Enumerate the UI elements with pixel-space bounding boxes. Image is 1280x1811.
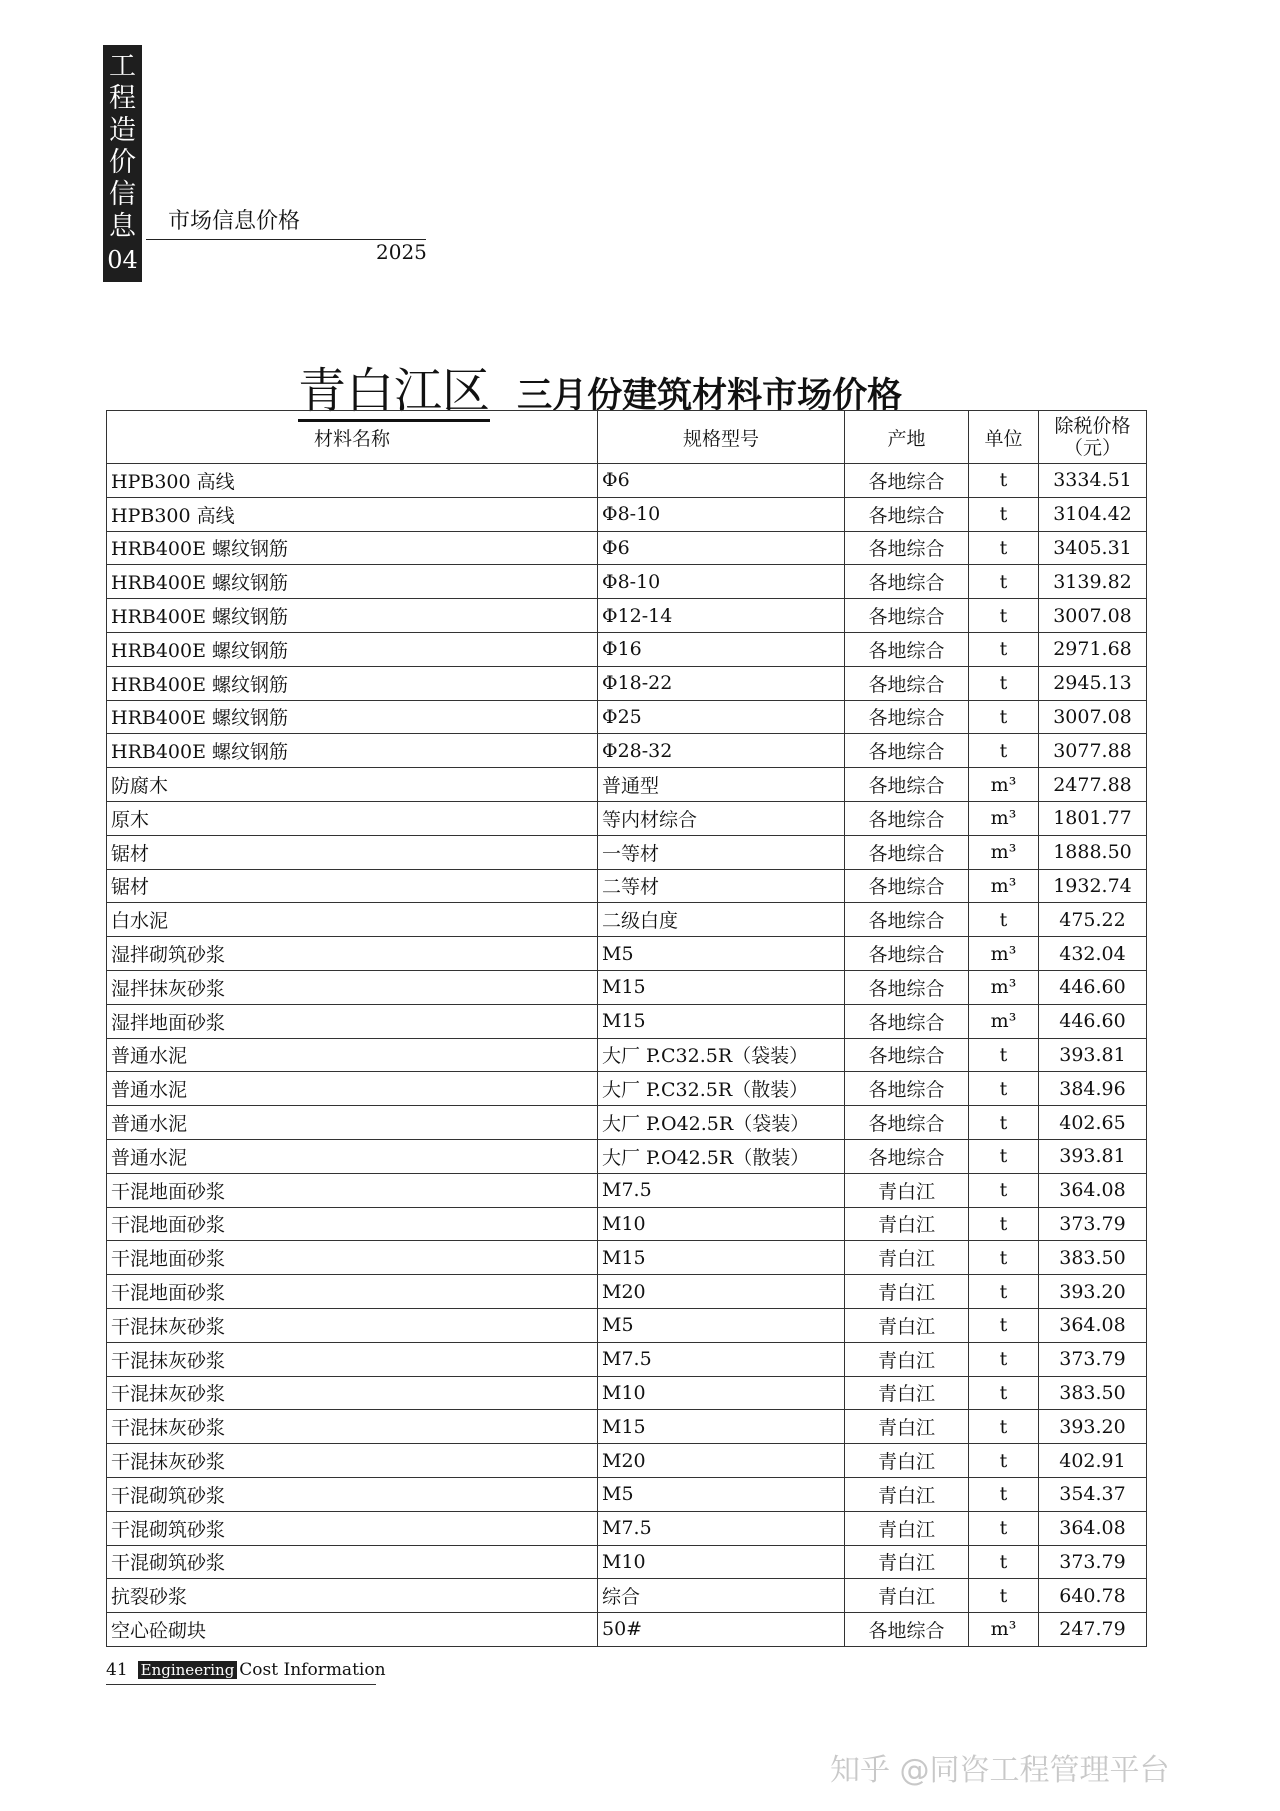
header-price [1039, 411, 1147, 464]
side-tab [103, 45, 142, 282]
cell-price: 3007.08 [1039, 700, 1147, 734]
cell-price: 383.50 [1039, 1241, 1147, 1275]
cell-origin: 各地综合 [845, 700, 969, 734]
cell-origin: 各地综合 [845, 1072, 969, 1106]
cell-price: 393.20 [1039, 1410, 1147, 1444]
cell-unit: t [969, 497, 1039, 531]
table-header-row [107, 411, 1147, 464]
cell-name: 干混地面砂浆 [107, 1173, 598, 1207]
cell-origin: 各地综合 [845, 903, 969, 937]
cell-name: HRB400E 螺纹钢筋 [107, 599, 598, 633]
table-row [107, 903, 1147, 937]
cell-origin: 青白江 [845, 1579, 969, 1613]
cell-name: 抗裂砂浆 [107, 1579, 598, 1613]
cell-unit: t [969, 1207, 1039, 1241]
cell-name: 普通水泥 [107, 1072, 598, 1106]
cell-name: 湿拌抹灰砂浆 [107, 970, 598, 1004]
cell-price: 247.79 [1039, 1613, 1147, 1647]
header-unit: 单位 [969, 411, 1039, 464]
page-number: 41 [106, 1660, 128, 1680]
cell-name: 干混抹灰砂浆 [107, 1308, 598, 1342]
table-row [107, 1613, 1147, 1647]
cell-spec: Φ28-32 [598, 734, 845, 768]
cell-unit: t [969, 1139, 1039, 1173]
table-row [107, 1241, 1147, 1275]
cell-unit: t [969, 632, 1039, 666]
cell-unit: t [969, 1410, 1039, 1444]
side-tab-char: 信 [109, 179, 136, 210]
cell-origin: 各地综合 [845, 666, 969, 700]
cell-price: 402.91 [1039, 1444, 1147, 1478]
table-row [107, 1038, 1147, 1072]
cell-spec: M20 [598, 1444, 845, 1478]
cell-unit: m³ [969, 970, 1039, 1004]
side-tab-title [103, 51, 142, 243]
table-row [107, 565, 1147, 599]
cell-origin: 各地综合 [845, 970, 969, 1004]
cell-spec: M15 [598, 1004, 845, 1038]
cell-name: HRB400E 螺纹钢筋 [107, 565, 598, 599]
cell-spec: Φ18-22 [598, 666, 845, 700]
cell-price: 3104.42 [1039, 497, 1147, 531]
cell-spec: Φ25 [598, 700, 845, 734]
cell-spec: M7.5 [598, 1511, 845, 1545]
cell-name: 干混抹灰砂浆 [107, 1376, 598, 1410]
cell-unit: t [969, 1579, 1039, 1613]
cell-price: 402.65 [1039, 1106, 1147, 1140]
cell-price: 432.04 [1039, 937, 1147, 971]
table-row [107, 1004, 1147, 1038]
cell-spec: 50# [598, 1613, 845, 1647]
cell-unit: m³ [969, 801, 1039, 835]
cell-spec: M15 [598, 1241, 845, 1275]
footer-brand-highlight: Engineering [138, 1661, 238, 1679]
cell-name: HRB400E 螺纹钢筋 [107, 734, 598, 768]
cell-spec: Φ6 [598, 464, 845, 498]
cell-name: HRB400E 螺纹钢筋 [107, 531, 598, 565]
cell-name: 干混抹灰砂浆 [107, 1410, 598, 1444]
cell-price: 393.20 [1039, 1275, 1147, 1309]
cell-price: 1932.74 [1039, 869, 1147, 903]
table-row [107, 869, 1147, 903]
table-row [107, 1207, 1147, 1241]
cell-price: 383.50 [1039, 1376, 1147, 1410]
cell-price: 393.81 [1039, 1139, 1147, 1173]
cell-origin: 青白江 [845, 1444, 969, 1478]
table-row [107, 599, 1147, 633]
cell-spec: 普通型 [598, 768, 845, 802]
cell-origin: 各地综合 [845, 1106, 969, 1140]
cell-spec: M15 [598, 970, 845, 1004]
cell-name: HRB400E 螺纹钢筋 [107, 632, 598, 666]
cell-unit: m³ [969, 869, 1039, 903]
header-price-currency: （元） [1063, 437, 1121, 459]
table-row [107, 768, 1147, 802]
doc-title: 三月份建筑材料市场价格 [517, 376, 903, 416]
cell-unit: t [969, 734, 1039, 768]
cell-price: 373.79 [1039, 1342, 1147, 1376]
cell-price: 3405.31 [1039, 531, 1147, 565]
cell-unit: t [969, 1241, 1039, 1275]
cell-price: 3139.82 [1039, 565, 1147, 599]
cell-spec: 综合 [598, 1579, 845, 1613]
cell-name: 干混抹灰砂浆 [107, 1342, 598, 1376]
cell-spec: M7.5 [598, 1173, 845, 1207]
cell-spec: M10 [598, 1207, 845, 1241]
side-tab-char: 造 [109, 115, 136, 146]
cell-unit: t [969, 1106, 1039, 1140]
cell-spec: 一等材 [598, 835, 845, 869]
cell-unit: t [969, 464, 1039, 498]
cell-price: 364.08 [1039, 1173, 1147, 1207]
cell-origin: 各地综合 [845, 801, 969, 835]
cell-spec: M10 [598, 1545, 845, 1579]
cell-name: 湿拌砌筑砂浆 [107, 937, 598, 971]
cell-price: 373.79 [1039, 1545, 1147, 1579]
cell-origin: 各地综合 [845, 632, 969, 666]
cell-unit: t [969, 531, 1039, 565]
cell-name: 空心砼砌块 [107, 1613, 598, 1647]
table-body [107, 464, 1147, 1647]
table-row [107, 1308, 1147, 1342]
cell-name: 干混地面砂浆 [107, 1207, 598, 1241]
cell-unit: t [969, 1308, 1039, 1342]
cell-name: 干混抹灰砂浆 [107, 1444, 598, 1478]
cell-origin: 青白江 [845, 1545, 969, 1579]
table-row [107, 666, 1147, 700]
cell-name: 干混砌筑砂浆 [107, 1511, 598, 1545]
cell-price: 2477.88 [1039, 768, 1147, 802]
table-row [107, 632, 1147, 666]
cell-origin: 各地综合 [845, 599, 969, 633]
header-name: 材料名称 [107, 411, 598, 464]
cell-origin: 各地综合 [845, 869, 969, 903]
side-tab-char: 息 [109, 211, 136, 242]
table-row [107, 1139, 1147, 1173]
cell-origin: 各地综合 [845, 464, 969, 498]
cell-origin: 青白江 [845, 1207, 969, 1241]
table-row [107, 700, 1147, 734]
header-origin: 产地 [845, 411, 969, 464]
table-row [107, 734, 1147, 768]
cell-unit: t [969, 565, 1039, 599]
cell-spec: 大厂 P.O42.5R（散装） [598, 1139, 845, 1173]
cell-origin: 各地综合 [845, 497, 969, 531]
cell-name: 干混砌筑砂浆 [107, 1545, 598, 1579]
table-row [107, 1444, 1147, 1478]
table-row [107, 1511, 1147, 1545]
cell-origin: 各地综合 [845, 835, 969, 869]
cell-unit: t [969, 666, 1039, 700]
table-row [107, 497, 1147, 531]
cell-origin: 青白江 [845, 1241, 969, 1275]
footer-rule [106, 1684, 376, 1685]
cell-price: 373.79 [1039, 1207, 1147, 1241]
cell-spec: M10 [598, 1376, 845, 1410]
cell-spec: 大厂 P.C32.5R（散装） [598, 1072, 845, 1106]
cell-spec: Φ6 [598, 531, 845, 565]
section-title: 市场信息价格 [168, 209, 301, 234]
cell-spec: M7.5 [598, 1342, 845, 1376]
cell-origin: 青白江 [845, 1275, 969, 1309]
cell-origin: 各地综合 [845, 531, 969, 565]
cell-price: 1888.50 [1039, 835, 1147, 869]
cell-name: 湿拌地面砂浆 [107, 1004, 598, 1038]
cell-origin: 各地综合 [845, 768, 969, 802]
cell-name: 锯材 [107, 869, 598, 903]
watermark: 知乎 @同咨工程管理平台 [830, 1753, 1170, 1788]
table-row [107, 1579, 1147, 1613]
cell-price: 446.60 [1039, 1004, 1147, 1038]
cell-origin: 青白江 [845, 1308, 969, 1342]
region-name: 青白江区 [298, 363, 490, 422]
cell-price: 364.08 [1039, 1511, 1147, 1545]
cell-origin: 青白江 [845, 1342, 969, 1376]
header-spec: 规格型号 [598, 411, 845, 464]
cell-origin: 青白江 [845, 1477, 969, 1511]
cell-name: 干混地面砂浆 [107, 1275, 598, 1309]
cell-price: 384.96 [1039, 1072, 1147, 1106]
cell-spec: 大厂 P.O42.5R（袋装） [598, 1106, 845, 1140]
table-row [107, 970, 1147, 1004]
cell-name: HRB400E 螺纹钢筋 [107, 666, 598, 700]
price-table [106, 410, 1147, 1647]
cell-price: 446.60 [1039, 970, 1147, 1004]
cell-spec: M5 [598, 1308, 845, 1342]
cell-name: 普通水泥 [107, 1038, 598, 1072]
header-price-label: 除税价格 [1054, 415, 1131, 437]
cell-name: 原木 [107, 801, 598, 835]
footer-brand: Cost Information [239, 1660, 386, 1680]
table-row [107, 1275, 1147, 1309]
table-row [107, 464, 1147, 498]
cell-unit: t [969, 1342, 1039, 1376]
table-row [107, 1106, 1147, 1140]
cell-origin: 青白江 [845, 1410, 969, 1444]
cell-unit: t [969, 1477, 1039, 1511]
cell-origin: 各地综合 [845, 1613, 969, 1647]
cell-name: 干混砌筑砂浆 [107, 1477, 598, 1511]
cell-name: 干混地面砂浆 [107, 1241, 598, 1275]
cell-unit: m³ [969, 768, 1039, 802]
side-tab-char: 价 [109, 147, 136, 178]
cell-price: 364.08 [1039, 1308, 1147, 1342]
cell-name: 白水泥 [107, 903, 598, 937]
cell-price: 393.81 [1039, 1038, 1147, 1072]
cell-spec: 二级白度 [598, 903, 845, 937]
cell-unit: t [969, 1511, 1039, 1545]
cell-price: 3077.88 [1039, 734, 1147, 768]
cell-spec: Φ8-10 [598, 565, 845, 599]
cell-origin: 各地综合 [845, 1004, 969, 1038]
table-row [107, 801, 1147, 835]
cell-origin: 各地综合 [845, 565, 969, 599]
cell-name: HPB300 高线 [107, 497, 598, 531]
footer [106, 1660, 386, 1680]
cell-unit: t [969, 1173, 1039, 1207]
cell-spec: 二等材 [598, 869, 845, 903]
cell-name: 普通水泥 [107, 1106, 598, 1140]
cell-origin: 青白江 [845, 1376, 969, 1410]
table-row [107, 937, 1147, 971]
cell-spec: Φ12-14 [598, 599, 845, 633]
cell-price: 640.78 [1039, 1579, 1147, 1613]
cell-unit: m³ [969, 835, 1039, 869]
cell-unit: t [969, 700, 1039, 734]
cell-origin: 各地综合 [845, 1139, 969, 1173]
cell-spec: M5 [598, 937, 845, 971]
issue-year: 2025 [376, 240, 427, 264]
cell-name: HPB300 高线 [107, 464, 598, 498]
cell-unit: t [969, 1072, 1039, 1106]
cell-price: 354.37 [1039, 1477, 1147, 1511]
cell-origin: 各地综合 [845, 1038, 969, 1072]
cell-price: 3007.08 [1039, 599, 1147, 633]
cell-price: 2945.13 [1039, 666, 1147, 700]
cell-price: 2971.68 [1039, 632, 1147, 666]
cell-unit: t [969, 1545, 1039, 1579]
cell-origin: 青白江 [845, 1511, 969, 1545]
table-row [107, 1477, 1147, 1511]
table-row [107, 1410, 1147, 1444]
cell-origin: 青白江 [845, 1173, 969, 1207]
table-row [107, 531, 1147, 565]
cell-spec: M20 [598, 1275, 845, 1309]
cell-price: 1801.77 [1039, 801, 1147, 835]
table-row [107, 835, 1147, 869]
cell-unit: m³ [969, 1004, 1039, 1038]
cell-origin: 各地综合 [845, 734, 969, 768]
cell-unit: t [969, 903, 1039, 937]
table-row [107, 1342, 1147, 1376]
cell-price: 3334.51 [1039, 464, 1147, 498]
cell-unit: t [969, 1038, 1039, 1072]
cell-name: 普通水泥 [107, 1139, 598, 1173]
side-tab-char: 工 [109, 51, 136, 82]
table-row [107, 1072, 1147, 1106]
cell-unit: t [969, 1376, 1039, 1410]
table-row [107, 1173, 1147, 1207]
table-row [107, 1376, 1147, 1410]
cell-spec: Φ16 [598, 632, 845, 666]
cell-price: 475.22 [1039, 903, 1147, 937]
cell-unit: m³ [969, 1613, 1039, 1647]
cell-name: 锯材 [107, 835, 598, 869]
cell-spec: M15 [598, 1410, 845, 1444]
cell-spec: M5 [598, 1477, 845, 1511]
cell-unit: t [969, 1444, 1039, 1478]
cell-unit: t [969, 599, 1039, 633]
cell-unit: t [969, 1275, 1039, 1309]
issue-number: 04 [107, 246, 138, 274]
cell-name: 防腐木 [107, 768, 598, 802]
cell-spec: 大厂 P.C32.5R（袋装） [598, 1038, 845, 1072]
cell-spec: 等内材综合 [598, 801, 845, 835]
cell-spec: Φ8-10 [598, 497, 845, 531]
table-row [107, 1545, 1147, 1579]
cell-unit: m³ [969, 937, 1039, 971]
cell-origin: 各地综合 [845, 937, 969, 971]
side-tab-char: 程 [109, 83, 136, 114]
cell-name: HRB400E 螺纹钢筋 [107, 700, 598, 734]
